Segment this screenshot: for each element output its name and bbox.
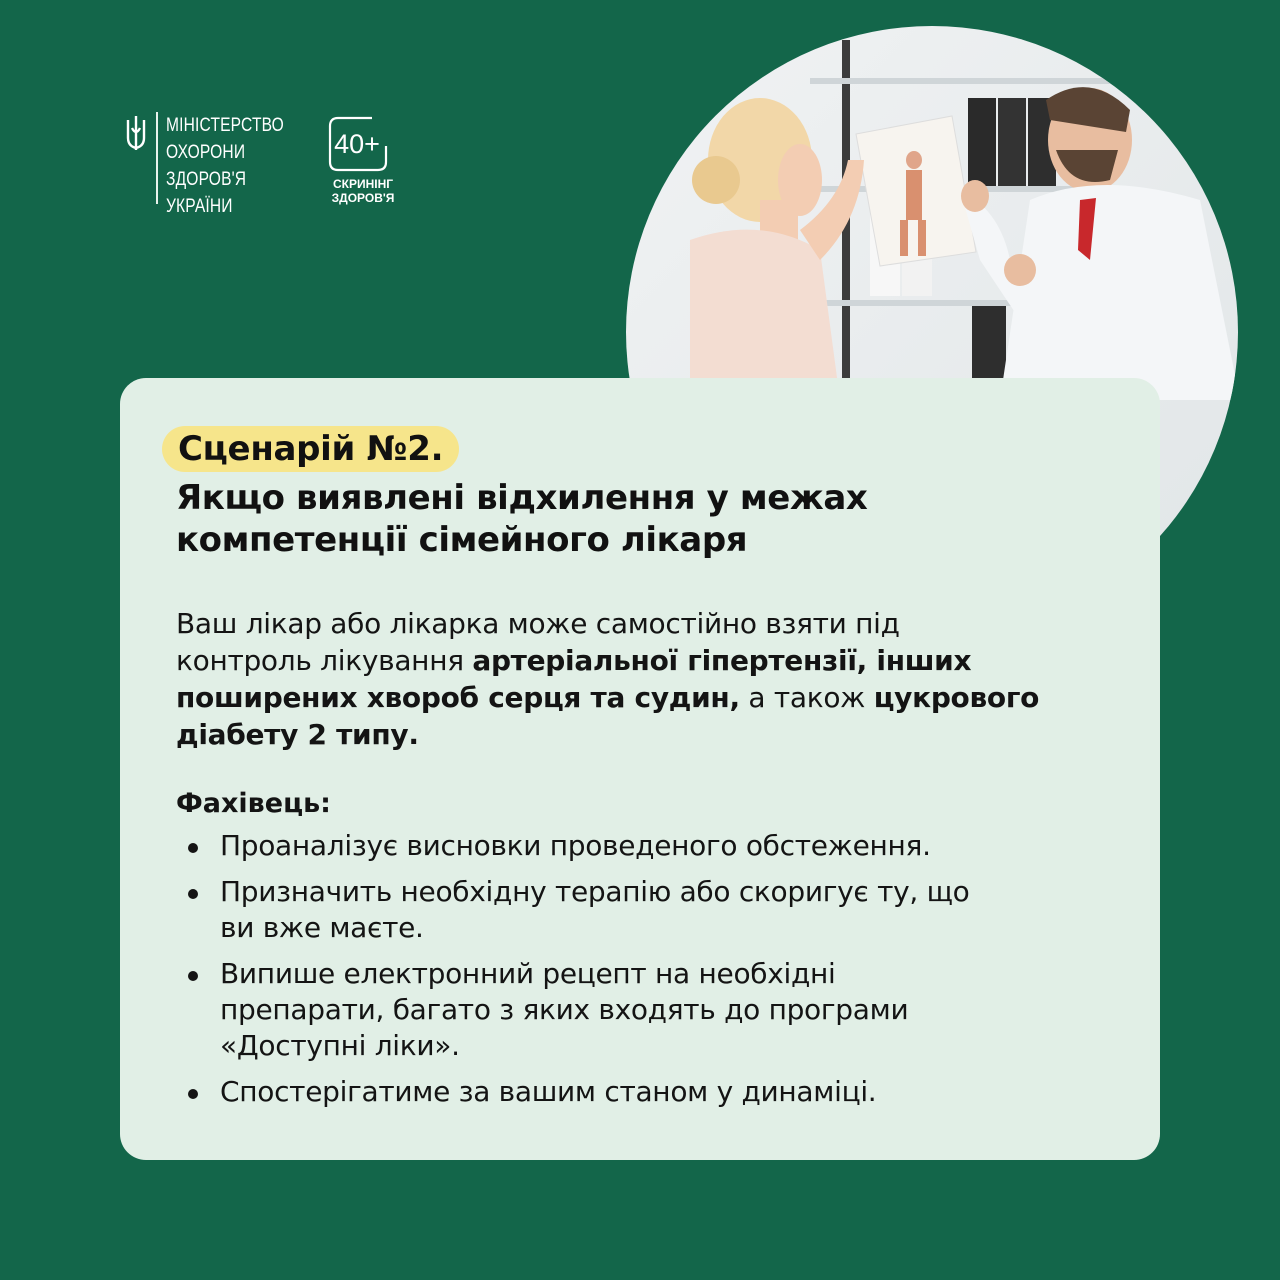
body-line (176, 642, 1146, 679)
list-item-line: «Доступні ліки». (220, 1029, 460, 1062)
body-text: Ваш лікар або лікарка може самостійно взяти під (176, 607, 900, 640)
title-line: Якщо виявлені відхилення у межах (176, 478, 868, 518)
body-line (176, 605, 1146, 642)
specialist-heading: Фахівець: (176, 788, 331, 819)
title-line: компетенції сімейного лікаря (176, 520, 748, 560)
body-emphasis: цукрового (873, 681, 1040, 714)
list-item-line: ви вже маєте. (220, 911, 424, 944)
body-emphasis: діабету 2 типу. (176, 718, 419, 751)
body-line (176, 679, 1146, 716)
ministry-name (166, 112, 284, 220)
bullet-icon (188, 971, 198, 981)
list-item-line: Спостерігатиме за вашим станом у динаміці. (220, 1075, 877, 1108)
ministry-logo (124, 112, 310, 220)
list-item (176, 1074, 1136, 1110)
screening-caption-line: СКРИНІНГ (332, 177, 394, 191)
ministry-line: ОХОРОНИ (166, 142, 246, 163)
trident-icon (124, 114, 148, 154)
ministry-line: ЗДОРОВ'Я (166, 169, 247, 190)
scenario-badge (162, 426, 459, 472)
body-text: контроль лікування (176, 644, 473, 677)
logo-divider (156, 112, 158, 204)
card-title (176, 477, 1116, 561)
screening-caption (320, 177, 406, 205)
body-emphasis: поширених хвороб серця та судин, (176, 681, 740, 714)
list-item-line: Випише електронний рецепт на необхідні (220, 957, 836, 990)
body-line (176, 716, 1146, 753)
bullet-icon (188, 889, 198, 899)
list-item-line: препарати, багато з яких входять до програми (220, 993, 909, 1026)
screening-caption-line: ЗДОРОВ'Я (331, 191, 395, 205)
scenario-label: Сценарій №2. (178, 429, 444, 469)
ministry-line: УКРАЇНИ (166, 196, 233, 217)
bullet-icon (188, 843, 198, 853)
list-item-line: Проаналізує висновки проведеного обстеження. (220, 829, 931, 862)
list-item (176, 828, 1136, 864)
bullet-icon (188, 1089, 198, 1099)
screening-badge-label: 40+ (334, 129, 380, 159)
body-text: а також (739, 681, 874, 714)
specialist-actions-list (176, 828, 1136, 1120)
card-body (176, 605, 1146, 753)
ministry-line: МІНІСТЕРСТВО (166, 115, 284, 136)
list-item (176, 956, 1136, 1064)
list-item (176, 874, 1136, 946)
body-emphasis: артеріальної гіпертензії, інших (472, 644, 972, 677)
list-item-line: Призначить необхідну терапію або скоригує ту, що (220, 875, 970, 908)
